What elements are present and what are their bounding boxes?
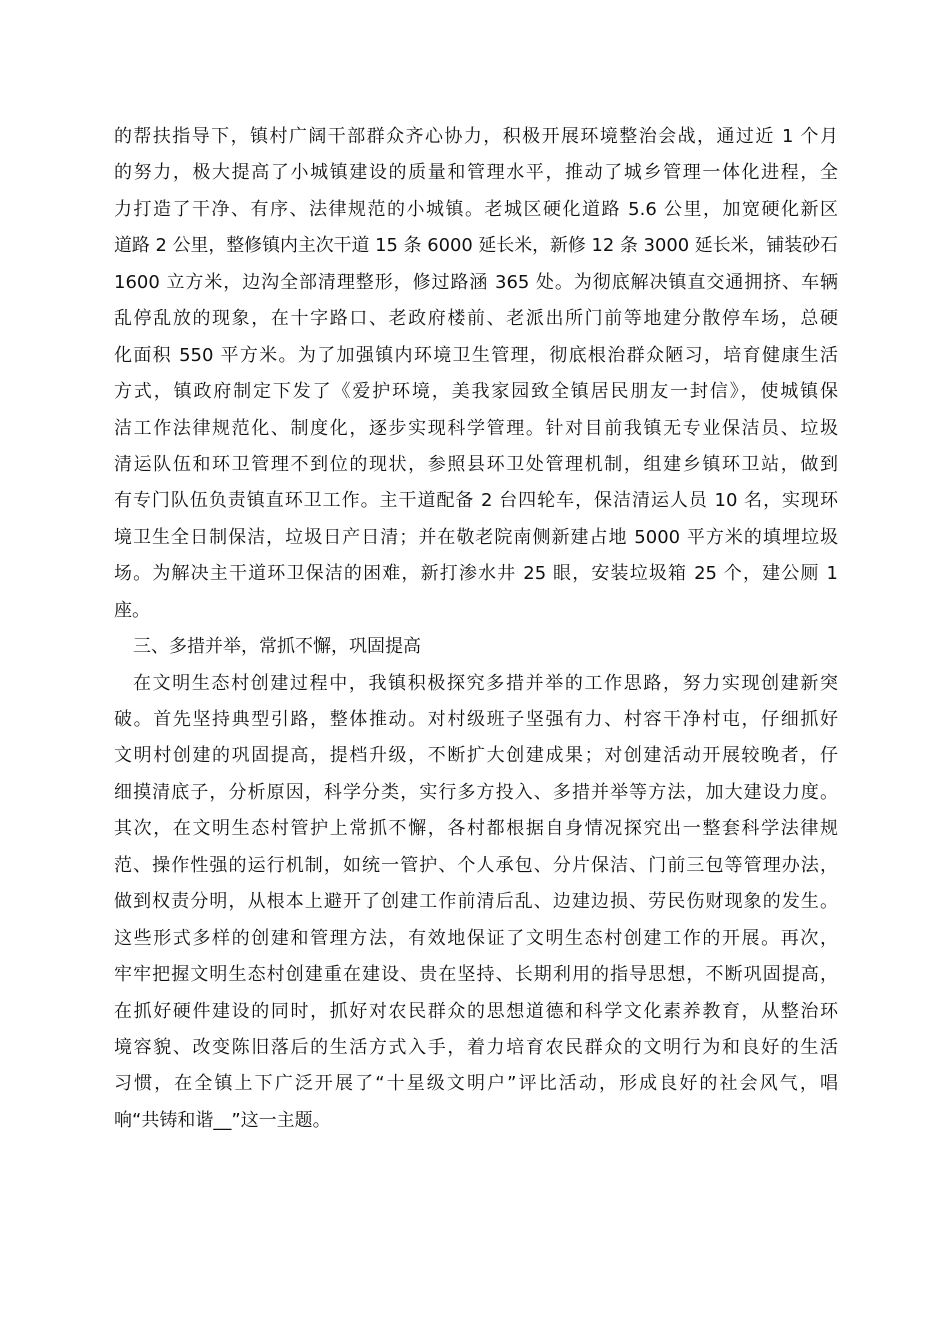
text-line: 响“共铸和谐__”这一主题。 [114,1109,331,1131]
text-line: 文明村创建的巩固提高，提档升级，不断扩大创建成果；对创建活动开展较晚者，仔 [114,745,838,767]
text-line: 在抓好硬件建设的同时，抓好对农民群众的思想道德和科学文化素养教育，从整治环 [114,1000,838,1022]
paragraph-civilized-village [114,666,838,1140]
text-line: 的努力，极大提高了小城镇建设的质量和管理水平，推动了城乡管理一体化进程，全 [114,162,838,184]
section-heading-three [114,629,838,665]
text-line: 化面积 550 平方米。为了加强镇内环境卫生管理，彻底根治群众陋习，培育健康生活 [114,344,838,366]
text-line: 乱停乱放的现象，在十字路口、老政府楼前、老派出所门前等地建分散停车场，总硬 [114,308,838,330]
text-line: 范、操作性强的运行机制，如统一管护、个人承包、分片保洁、门前三包等管理办法， [114,854,838,876]
text-line: 的帮扶指导下，镇村广阔干部群众齐心协力，积极开展环境整治会战，通过近 1 个月 [114,126,838,147]
text-line: 清运队伍和环卫管理不到位的现状，参照县环卫处管理机制，组建乡镇环卫站，做到 [114,453,838,475]
text-line: 方式，镇政府制定下发了《爱护环境，美我家园致全镇居民朋友一封信》，使城镇保 [114,381,838,403]
paragraph-environment-rectification [114,119,838,629]
text-line: 力打造了干净、有序、法律规范的小城镇。老城区硬化道路 5.6 公里，加宽硬化新区 [114,198,838,220]
text-line: 破。首先坚持典型引路，整体推动。对村级班子坚强有力、村容干净村屯，仔细抓好 [114,709,838,730]
text-line: 三、多措并举，常抓不懈，巩固提高 [133,636,421,658]
text-line: 洁工作法律规范化、制度化，逐步实现科学管理。针对目前我镇无专业保洁员、垃圾 [114,417,838,439]
text-line: 座。 [114,599,150,621]
text-line: 在文明生态村创建过程中，我镇积极探究多措并举的工作思路，努力实现创建新突 [133,672,838,694]
text-line: 其次，在文明生态村管护上常抓不懈，各村都根据自身情况探究出一整套科学法律规 [114,818,838,840]
text-line: 这些形式多样的创建和管理方法，有效地保证了文明生态村创建工作的开展。再次， [114,927,838,949]
text-line: 道路 2 公里，整修镇内主次干道 15 条 6000 延长米，新修 12 条 3000 延长米，铺装砂石 [114,235,838,257]
document-body [114,119,838,1139]
text-line: 1600 立方米，边沟全部清理整形，修过路涵 365 处。为彻底解决镇直交通拥挤、车辆 [114,271,838,293]
text-line: 细摸清底子，分析原因，科学分类，实行多方投入、多措并举等方法，加大建设力度。 [114,781,838,803]
text-line: 境容貌、改变陈旧落后的生活方式入手，着力培育农民群众的文明行为和良好的生活 [114,1036,838,1058]
text-line: 做到权责分明，从根本上避开了创建工作前清后乱、边建边损、劳民伤财现象的发生。 [114,891,838,913]
text-line: 境卫生全日制保洁，垃圾日产日清；并在敬老院南侧新建占地 5000 平方米的填埋垃圾 [114,526,838,548]
text-line: 牢牢把握文明生态村创建重在建设、贵在坚持、长期利用的指导思想，不断巩固提高， [114,964,838,986]
text-line: 习惯，在全镇上下广泛开展了“十星级文明户”评比活动，形成良好的社会风气，唱 [114,1073,838,1095]
text-line: 有专门队伍负责镇直环卫工作。主干道配备 2 台四轮车，保洁清运人员 10 名，实现环 [114,490,838,512]
text-line: 场。为解决主干道环卫保洁的困难，新打渗水井 25 眼，安装垃圾箱 25 个，建公厕 1 [114,563,838,585]
